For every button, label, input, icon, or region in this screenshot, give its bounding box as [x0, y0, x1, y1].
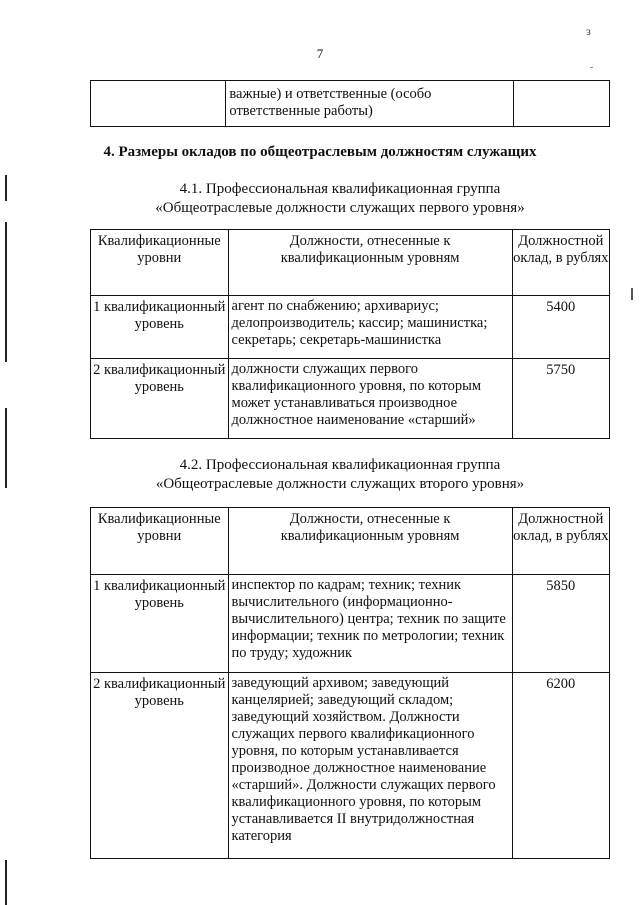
header-levels: Квалификационные уровни [91, 230, 229, 296]
continuation-cell-empty [91, 81, 226, 127]
row-level: 1 квалификационный уровень [91, 296, 229, 359]
group-heading-line2: «Общеотраслевые должности служащих второго уровня» [155, 476, 525, 492]
row-positions: инспектор по кадрам; техник; техник вычислительного (информационно-вычислительного) центра; техник по защите информации; техник по метрологии; техник по труду; художник [228, 575, 512, 673]
table-header-row [91, 230, 610, 296]
table-row [91, 673, 610, 859]
table-header-row [91, 508, 610, 575]
row-salary: 5850 [512, 575, 609, 673]
row-level: 2 квалификационный уровень [91, 673, 229, 859]
row-positions: заведующий архивом; заведующий канцелярией; заведующий складом; заведующий хозяйством. Должности служащих первого квалификационного уровня, по которым устанавливается производное должностное наименование «старший». Должности служащих первого квалификационного уровня, по которым устанавливается II внутридолжностная категория [228, 673, 512, 859]
section-title: 4. Размеры окладов по общеотраслевым должностям служащих [103, 144, 537, 160]
scan-edge-line [5, 175, 7, 201]
corner-mark: з [586, 24, 591, 38]
salary-table-4-1 [90, 229, 610, 439]
scan-edge-line [5, 408, 7, 488]
row-salary: 5750 [512, 359, 609, 439]
group-heading-line1: 4.2. Профессиональная квалификационная группа [179, 457, 501, 473]
continuation-cell-empty [514, 81, 610, 127]
header-levels: Квалификационные уровни [91, 508, 229, 575]
row-level: 2 квалификационный уровень [91, 359, 229, 439]
row-salary: 6200 [512, 673, 609, 859]
salary-table-4-2 [90, 507, 610, 859]
group-heading-line2: «Общеотраслевые должности служащих первого уровня» [155, 200, 525, 216]
table-row [91, 359, 610, 439]
header-positions: Должности, отнесенные к квалификационным уровням [228, 508, 512, 575]
row-positions: агент по снабжению; архивариус; делопроизводитель; кассир; машинистка; секретарь; секретарь-машинистка [228, 296, 512, 359]
header-salary: Должностной оклад, в рублях [512, 508, 609, 575]
row-level: 1 квалификационный уровень [91, 575, 229, 673]
scan-edge-line [631, 288, 633, 300]
continuation-table [90, 80, 610, 127]
row-salary: 5400 [512, 296, 609, 359]
table-row [91, 296, 610, 359]
scan-edge-line [5, 222, 7, 362]
table-row [91, 575, 610, 673]
page-number: 7 [316, 46, 324, 61]
row-positions: должности служащих первого квалификационного уровня, по которым может устанавливаться производное должностное наименование «старший» [228, 359, 512, 439]
group-heading-line1: 4.1. Профессиональная квалификационная группа [179, 181, 501, 197]
scan-edge-line [5, 860, 7, 905]
header-salary: Должностной оклад, в рублях [512, 230, 609, 296]
header-positions: Должности, отнесенные к квалификационным уровням [228, 230, 512, 296]
corner-mark-2: - [590, 62, 594, 73]
continuation-cell-text: важные) и ответственные (особо ответственные работы) [226, 81, 514, 127]
